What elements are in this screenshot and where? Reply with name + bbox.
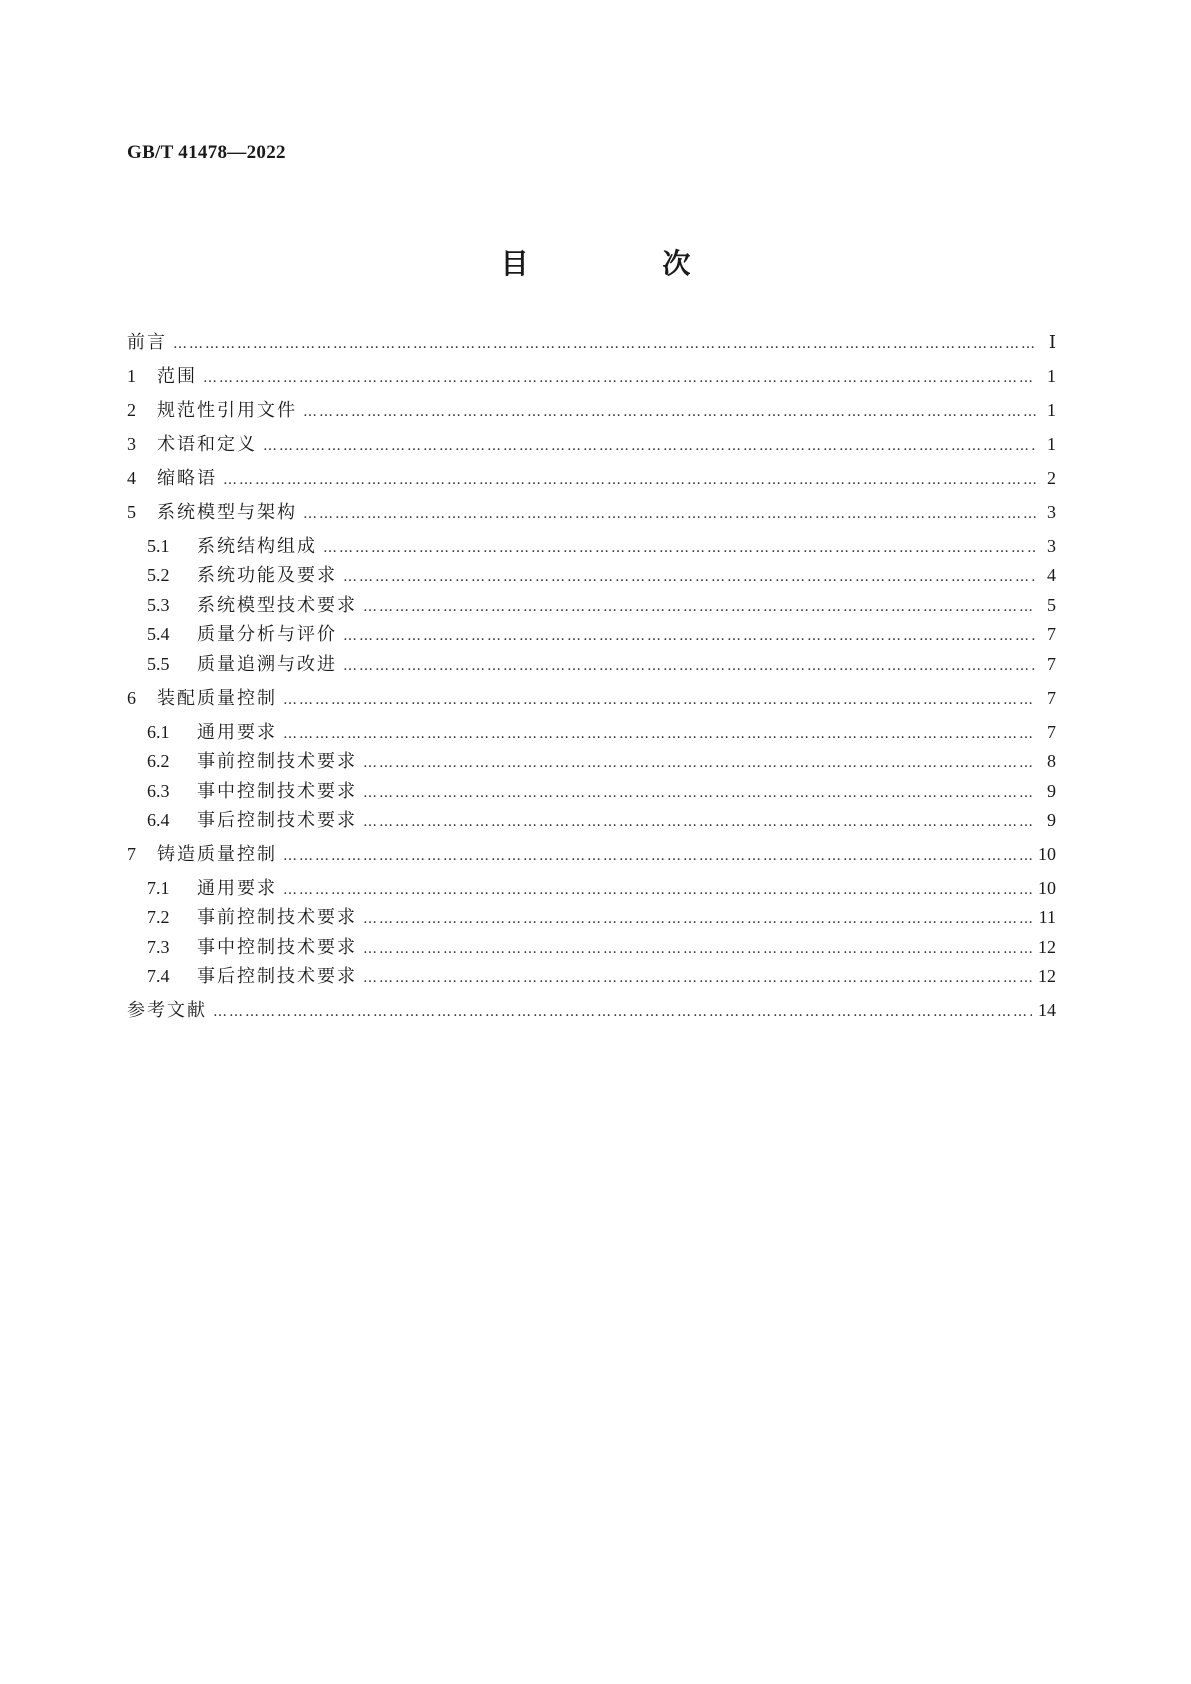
- toc-entry[interactable]: [147, 622, 1056, 648]
- toc-entry-label: 事中控制技术要求: [197, 937, 357, 958]
- toc-entry[interactable]: [147, 964, 1056, 990]
- toc-entry[interactable]: [127, 330, 1056, 356]
- toc-entry-number: 5.3: [147, 595, 170, 615]
- toc-entry-page: 9: [1047, 781, 1056, 801]
- toc-entry-label: 规范性引用文件: [157, 400, 297, 421]
- toc-entry[interactable]: [147, 593, 1056, 619]
- toc-entry[interactable]: [147, 876, 1056, 902]
- toc-leader-dots: [283, 878, 1032, 902]
- toc-entry-label: 事前控制技术要求: [197, 907, 357, 928]
- toc-entry-number: 6.2: [147, 751, 170, 771]
- toc-entry-number: 7.4: [147, 966, 170, 986]
- toc-entry-page: 7: [1047, 654, 1056, 674]
- toc-leader-dots: [363, 781, 1036, 805]
- toc-leader-dots: [203, 366, 1036, 390]
- toc-entry-number: 6.4: [147, 810, 170, 830]
- toc-entry-number: 5: [127, 502, 136, 522]
- toc-entry-page: 4: [1047, 565, 1056, 585]
- toc-entry-number: 6.1: [147, 722, 170, 742]
- toc-leader-dots: [283, 844, 1032, 868]
- toc-entry[interactable]: [147, 534, 1056, 560]
- toc-entry-label: 铸造质量控制: [157, 844, 277, 865]
- toc-entry-number: 7.3: [147, 937, 170, 957]
- toc-leader-dots: [173, 332, 1036, 356]
- toc-entry-number: 6.3: [147, 781, 170, 801]
- toc-entry-page: 1: [1047, 400, 1056, 420]
- toc-entry[interactable]: [147, 935, 1056, 961]
- toc-leader-dots: [303, 400, 1036, 424]
- toc-leader-dots: [303, 502, 1036, 526]
- toc-entry[interactable]: [127, 998, 1056, 1024]
- toc-entry-page: 2: [1047, 468, 1056, 488]
- toc-leader-dots: [363, 966, 1032, 990]
- toc-entry-number: 7: [127, 844, 136, 864]
- toc-entry-number: 1: [127, 366, 136, 386]
- toc-entry[interactable]: [147, 563, 1056, 589]
- toc-entry[interactable]: [147, 749, 1056, 775]
- toc-entry-label: 事后控制技术要求: [197, 810, 357, 831]
- toc-entry-label: 术语和定义: [157, 434, 257, 455]
- toc-entry-label: 通用要求: [197, 878, 277, 899]
- toc-entry-number: 2: [127, 400, 136, 420]
- toc-entry-page: 1: [1047, 434, 1056, 454]
- toc-entry-page: Ⅰ: [1048, 332, 1056, 352]
- toc-leader-dots: [363, 907, 1033, 931]
- toc-entry-number: 6: [127, 688, 136, 708]
- toc-entry-page: 10: [1038, 844, 1056, 864]
- toc-entry-label: 系统模型与架构: [157, 502, 297, 523]
- toc-entry-label: 事前控制技术要求: [197, 751, 357, 772]
- toc-entry[interactable]: [127, 364, 1056, 390]
- toc-leader-dots: [363, 810, 1036, 834]
- toc-entry-page: 12: [1038, 937, 1056, 957]
- toc-leader-dots: [283, 688, 1036, 712]
- toc-leader-dots: [363, 595, 1036, 619]
- toc-entry-page: 7: [1047, 722, 1056, 742]
- toc-entry-number: 3: [127, 434, 136, 454]
- toc-entry-page: 3: [1047, 536, 1056, 556]
- toc-entry-label: 装配质量控制: [157, 688, 277, 709]
- toc-entry-number: 5.1: [147, 536, 170, 556]
- toc-entry[interactable]: [127, 432, 1056, 458]
- toc-entry-label: 通用要求: [197, 722, 277, 743]
- toc-entry[interactable]: [127, 398, 1056, 424]
- page-title: 目 次: [500, 247, 753, 280]
- toc-entry[interactable]: [147, 720, 1056, 746]
- toc-entry-page: 8: [1047, 751, 1056, 771]
- toc-entry[interactable]: [127, 686, 1056, 712]
- toc-entry-page: 7: [1047, 624, 1056, 644]
- toc-entry[interactable]: [147, 779, 1056, 805]
- toc-leader-dots: [363, 937, 1032, 961]
- toc-entry-label: 质量追溯与改进: [197, 654, 337, 675]
- toc-entry-label: 系统功能及要求: [197, 565, 337, 586]
- toc-leader-dots: [343, 624, 1036, 648]
- toc-entry[interactable]: [147, 652, 1056, 678]
- toc-entry-label: 前言: [127, 332, 167, 353]
- toc-leader-dots: [283, 722, 1036, 746]
- toc-entry-label: 系统模型技术要求: [197, 595, 357, 616]
- toc-entry-number: 5.4: [147, 624, 170, 644]
- toc-leader-dots: [223, 468, 1036, 492]
- toc-entry-page: 14: [1038, 1000, 1056, 1020]
- toc-entry-number: 4: [127, 468, 136, 488]
- toc-entry-label: 系统结构组成: [197, 536, 317, 557]
- toc-entry-label: 缩略语: [157, 468, 217, 489]
- toc-entry-page: 9: [1047, 810, 1056, 830]
- toc-entry[interactable]: [127, 466, 1056, 492]
- toc-entry[interactable]: [127, 842, 1056, 868]
- toc-entry-label: 事后控制技术要求: [197, 966, 357, 987]
- toc-entry-page: 7: [1047, 688, 1056, 708]
- toc-entry-label: 事中控制技术要求: [197, 781, 357, 802]
- toc-leader-dots: [363, 751, 1036, 775]
- standard-number: GB/T 41478—2022: [127, 142, 286, 163]
- toc-entry-number: 7.2: [147, 907, 170, 927]
- toc-entry-page: 3: [1047, 502, 1056, 522]
- toc-entry-page: 11: [1038, 907, 1056, 927]
- toc-entry-number: 5.2: [147, 565, 170, 585]
- toc-entry-page: 10: [1038, 878, 1056, 898]
- toc-leader-dots: [343, 565, 1036, 589]
- toc-leader-dots: [323, 536, 1036, 560]
- toc-entry-number: 7.1: [147, 878, 170, 898]
- toc-entry-page: 5: [1047, 595, 1056, 615]
- toc-entry-label: 范围: [157, 366, 197, 387]
- toc-entry[interactable]: [147, 905, 1056, 931]
- toc-leader-dots: [213, 1000, 1032, 1024]
- toc-entry-number: 5.5: [147, 654, 170, 674]
- toc-entry-label: 参考文献: [127, 1000, 207, 1021]
- toc-entry-page: 1: [1047, 366, 1056, 386]
- toc-entry[interactable]: [147, 808, 1056, 834]
- toc-entry-label: 质量分析与评价: [197, 624, 337, 645]
- toc-entry[interactable]: [127, 500, 1056, 526]
- toc-entry-page: 12: [1038, 966, 1056, 986]
- toc-leader-dots: [263, 434, 1036, 458]
- toc-leader-dots: [343, 654, 1036, 678]
